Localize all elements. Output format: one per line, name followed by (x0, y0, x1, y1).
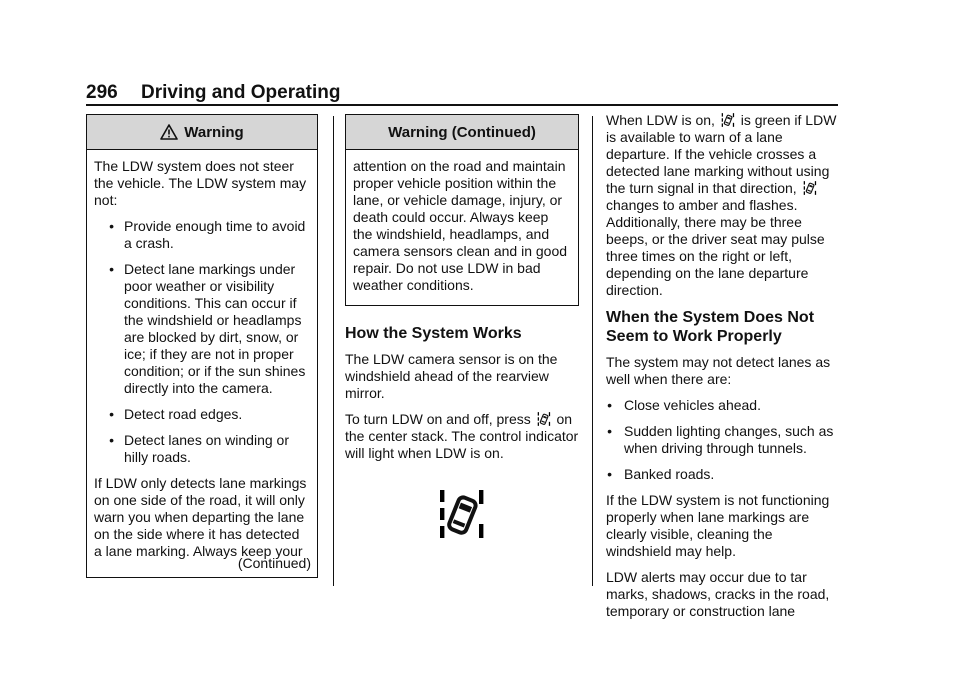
header-rule (86, 104, 838, 106)
warning-box (86, 114, 318, 578)
page-header (86, 82, 341, 104)
continued-label: (Continued) (237, 555, 311, 571)
list-item: • Detect lanes on winding or hilly roads. (109, 432, 289, 465)
paragraph: LDW alerts may occur due to tar marks, shadows, cracks in the road, temporary or construction lane (606, 569, 830, 619)
warning-outro: If LDW only detects lane markings on one side of the road, it will only warn you when departing the lane on the side where it has detected a lane marking. Always keep your (94, 475, 307, 559)
paragraph: When LDW is on, is green if LDW is available to warn of a lane departure. If the vehicle crosses a detected lane marking without using the turn signal in that direction, changes to amber and flashes. Additionally, there may be three beeps, or the driver seat may pulse three times on the right or left, depending on the lane departure direction. (606, 112, 837, 298)
warning-intro: The LDW system does not steer the vehicle. The LDW system may not: (94, 158, 307, 208)
list-item: • Detect road edges. (109, 406, 243, 422)
list-item: • Detect lane markings under poor weather or visibility conditions. This can occur if the windshield or headlamps are blocked by dirt, snow, or ice; if they are not in proper condition; or if the sun shines directly into the camera. (109, 261, 306, 396)
lane-departure-icon (537, 411, 551, 427)
column-divider-1 (333, 116, 334, 586)
section-heading: When the System Does Not Seem to Work Properly (606, 309, 815, 345)
page-title: Driving and Operating (140, 82, 341, 103)
list-item: • Close vehicles ahead. (607, 397, 761, 413)
lane-departure-icon (721, 112, 735, 128)
lane-departure-icon (803, 180, 817, 196)
paragraph: To turn LDW on and off, press on the center stack. The control indicator will light when LDW is on. (345, 411, 579, 461)
column-divider-2 (592, 116, 593, 586)
list-item: • Sudden lighting changes, such as when driving through tunnels. (607, 423, 834, 456)
list-item: • Provide enough time to avoid a crash. (109, 218, 306, 251)
warning-title: Warning (Continued) (388, 123, 536, 141)
warning-title: Warning (184, 123, 244, 141)
page-number: 296 (86, 82, 118, 103)
section-heading: How the System Works (345, 325, 522, 342)
warning-triangle-icon (160, 124, 178, 140)
paragraph: If the LDW system is not functioning properly when lane markings are clearly visible, cleaning the windshield may help. (606, 492, 830, 559)
warning-header (346, 115, 578, 150)
paragraph: The LDW camera sensor is on the windshield ahead of the rearview mirror. (345, 351, 558, 401)
list-item: • Banked roads. (607, 466, 715, 482)
warning-box-continued (345, 114, 579, 306)
warning-body: attention on the road and maintain proper vehicle position within the lane, or vehicle damage, injury, or death could occur. Always keep the windshield, headlamps, and camera sensors clean and in good repair. Do not use LDW in bad weather conditions. (353, 158, 568, 293)
section-ldw-operation (606, 112, 838, 629)
section-how-system-works (345, 324, 581, 471)
paragraph: The system may not detect lanes as well when there are: (606, 354, 831, 387)
lane-departure-indicator-icon (438, 486, 486, 542)
warning-header (87, 115, 317, 150)
